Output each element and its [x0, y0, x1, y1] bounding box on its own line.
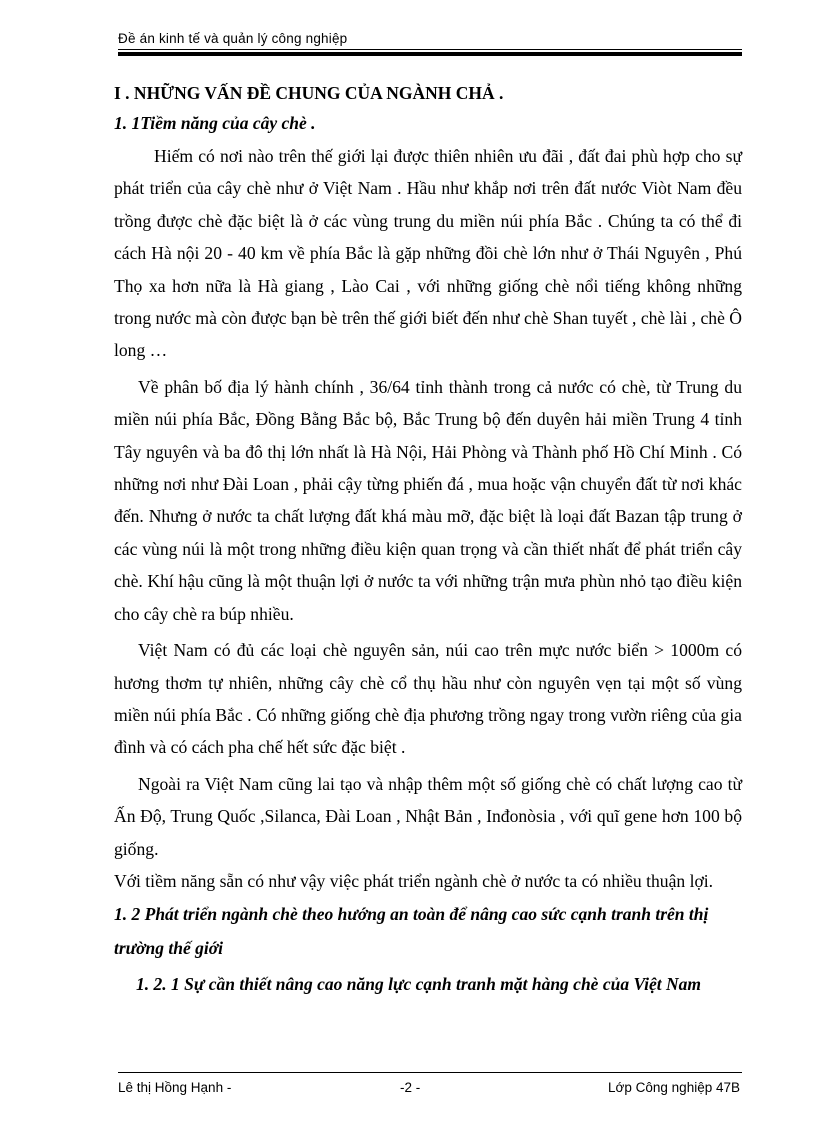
- header-title: Đề án kinh tế và quản lý công nghiệp: [118, 31, 348, 46]
- subsection-heading-1-2-1: 1. 2. 1 Sự cần thiết nâng cao năng lực cạnh tranh mặt hàng chè của Việt Nam: [136, 974, 702, 995]
- document-body: [114, 78, 742, 1001]
- header-rule-thin: [118, 49, 742, 50]
- page-number: -2 -: [400, 1080, 421, 1095]
- section-title: I . NHỮNG VẤN ĐỀ CHUNG CỦA NGÀNH CHẢ .: [114, 83, 504, 103]
- paragraph-potential: Hiếm có nơi nào trên thế giới lại được thiên nhiên ưu đãi , đất đai phù hợp cho sự phát triển của cây chè như ở Việt Nam . Hầu như khắp nơi trên đất nước Viòt Nam đều trồng được chè đặc biệt là ở các vùng trung du miền núi phía Bắc . Chúng ta có thể đi cách Hà nội 20 - 40 km về phía Bắc là gặp những đồi chè lớn như ở Thái Nguyên , Phú Thọ xa hơn nữa là Hà giang , Lào Cai , với những giống chè nổi tiếng không những trong nước mà còn được bạn bè trên thế giới biết đến như chè Shan tuyết , chè lài , chè Ô long …: [114, 146, 742, 361]
- paragraph-imports: Ngoài ra Việt Nam cũng lai tạo và nhập thêm một số giống chè có chất lượng cao từ Ấn Độ, Trung Quốc ,Silanca, Đài Loan , Nhật Bản , Inđonòsia , với quĩ gene hơn 100 bộ giống.: [114, 773, 742, 859]
- footer-rule: [118, 1072, 742, 1073]
- subsection-heading-1-1: 1. 1Tiềm năng của cây chè .: [114, 113, 316, 133]
- paragraph-varieties: Việt Nam có đủ các loại chè nguyên sản, núi cao trên mực nước biển > 1000m có hương thơm tự nhiên, những cây chè cổ thụ hầu như còn nguyên vẹn tại một số vùng miền núi phía Bắc . Có những giống chè địa phương trồng ngay trong vườn riêng của gia đình và có cách pha chế hết sức đặc biệt .: [114, 640, 742, 758]
- paragraph-conclusion: Với tiềm năng sẵn có như vậy việc phát triển ngành chè ở nước ta có nhiều thuận lợi.: [114, 870, 714, 891]
- footer-class: Lớp Công nghiệp 47B: [608, 1080, 740, 1095]
- header-rule-thick: [118, 52, 742, 56]
- paragraph-distribution: Về phân bố địa lý hành chính , 36/64 tỉnh thành trong cả nước có chè, từ Trung du miền núi phía Bắc, Đồng Bằng Bắc bộ, Bắc Trung bộ đến duyên hải miền Trung 4 tỉnh Tây nguyên và ba đô thị lớn nhất là Hà Nội, Hải Phòng và Thành phố Hồ Chí Minh . Có những nơi như Đài Loan , phải cậy từng phiến đá , mua hoặc vận chuyển đất từ nơi khác đến. Nhưng ở nước ta chất lượng đất khá màu mỡ, đặc biệt là loại đất Bazan tập trung ở các vùng núi là một trong những điều kiện quan trọng và cần thiết nhất để phát triển cây chè. Khí hậu cũng là một thuận lợi ở nước ta với những trận mưa phùn nhỏ tạo điều kiện cho cây chè ra búp nhiều.: [114, 376, 742, 624]
- footer-author: Lê thị Hồng Hạnh -: [118, 1080, 232, 1095]
- subsection-heading-1-2: 1. 2 Phát triển ngành chè theo hướng an toàn để nâng cao sức cạnh tranh trên thị trường thế giới: [114, 904, 709, 959]
- page-header: [118, 31, 742, 46]
